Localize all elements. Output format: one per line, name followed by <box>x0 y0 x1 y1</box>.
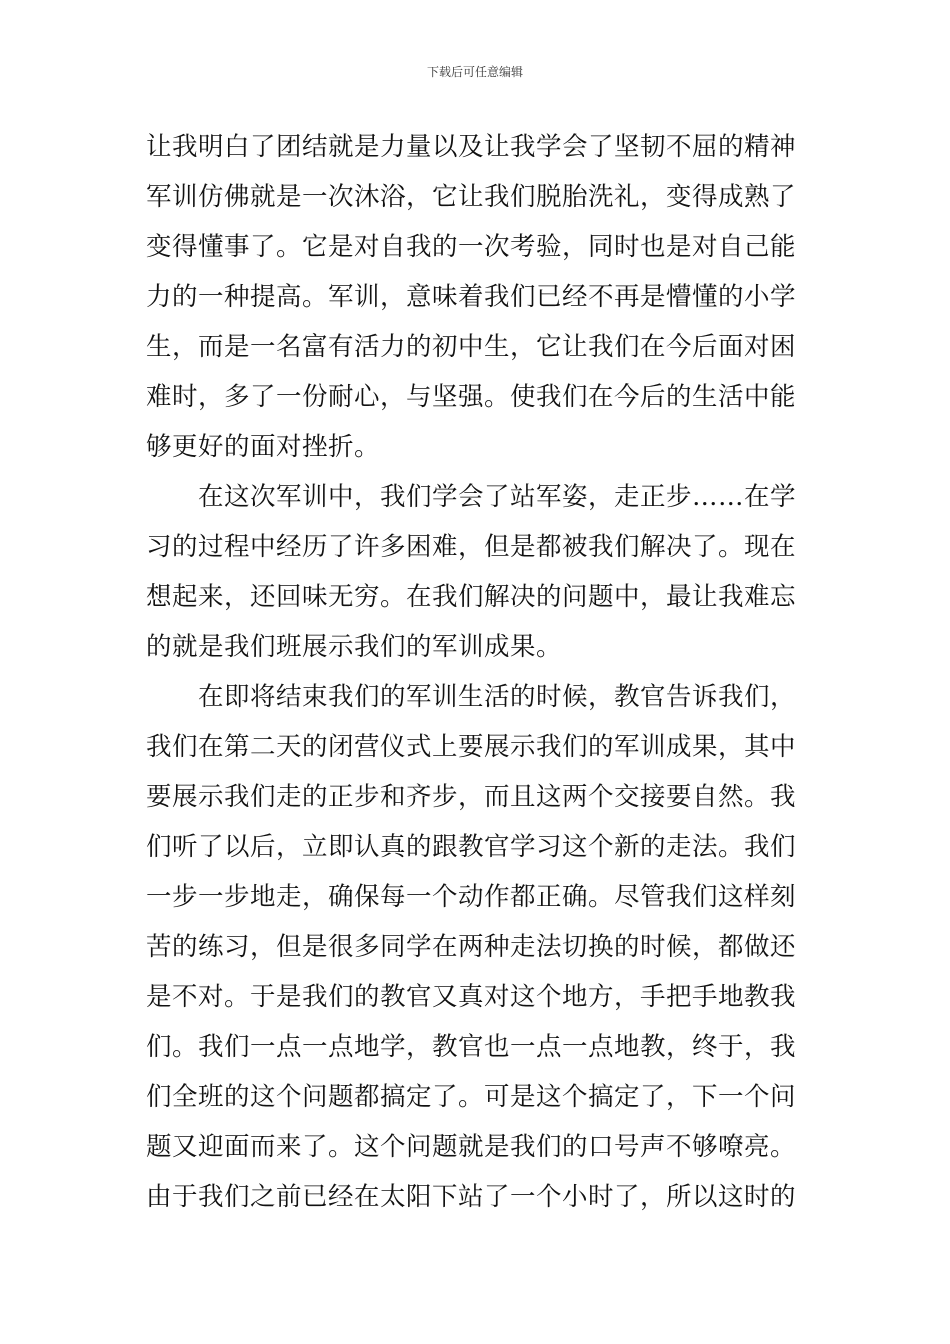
text-line: 苦的练习，但是很多同学在两种走法切换的时候，都做还 <box>146 932 797 962</box>
text-line: 一步一步地走，确保每一个动作都正确。尽管我们这样刻 <box>146 882 797 912</box>
text-line: 想起来，还回味无穷。在我们解决的问题中，最让我难忘 <box>146 582 797 612</box>
document-body <box>146 122 812 1222</box>
text-line: 题又迎面而来了。这个问题就是我们的口号声不够嘹亮。 <box>146 1132 797 1162</box>
text-line: 难时，多了一份耐心，与坚强。使我们在今后的生活中能 <box>146 382 797 412</box>
text-line: 生，而是一名富有活力的初中生，它让我们在今后面对困 <box>146 332 797 362</box>
text-line: 们听了以后，立即认真的跟教官学习这个新的走法。我们 <box>146 832 797 862</box>
text-line: 是不对。于是我们的教官又真对这个地方，手把手地教我 <box>146 982 797 1012</box>
page-header: 下载后可任意编辑 <box>426 65 523 79</box>
text-line: 力的一种提高。军训，意味着我们已经不再是懵懂的小学 <box>146 282 797 312</box>
text-line: 们全班的这个问题都搞定了。可是这个搞定了，下一个问 <box>146 1082 797 1112</box>
text-line: 我们在第二天的闭营仪式上要展示我们的军训成果，其中 <box>146 732 797 762</box>
text-line: 够更好的面对挫折。 <box>146 432 381 462</box>
text-line: 让我明白了团结就是力量以及让我学会了坚韧不屈的精神 <box>146 132 797 162</box>
text-line: 要展示我们走的正步和齐步，而且这两个交接要自然。我 <box>146 782 797 812</box>
text-line: 习的过程中经历了许多困难，但是都被我们解决了。现在 <box>146 532 797 562</box>
text-line: 军训仿佛就是一次沐浴，它让我们脱胎洗礼，变得成熟了 <box>146 182 797 212</box>
text-line: 的就是我们班展示我们的军训成果。 <box>146 632 563 662</box>
text-line: 在这次军训中，我们学会了站军姿，走正步……在学 <box>146 482 797 512</box>
text-line: 们。我们一点一点地学，教官也一点一点地教，终于，我 <box>146 1032 797 1062</box>
text-line: 在即将结束我们的军训生活的时候，教官告诉我们， <box>146 682 797 712</box>
text-line: 变得懂事了。它是对自我的一次考验，同时也是对自己能 <box>146 232 797 262</box>
text-line: 由于我们之前已经在太阳下站了一个小时了，所以这时的 <box>146 1182 797 1212</box>
